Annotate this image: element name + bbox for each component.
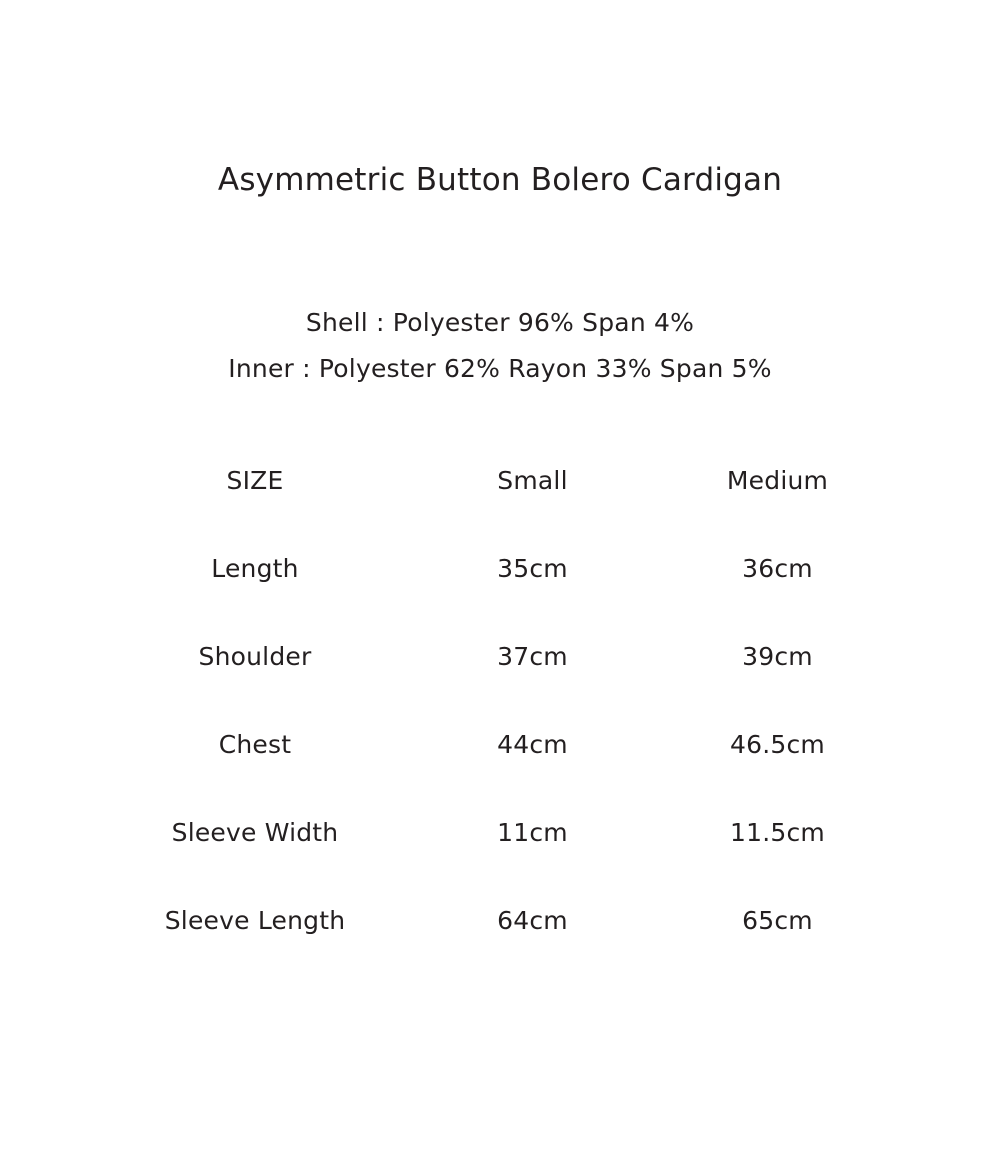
row-label-sleeve-width: Sleeve Width (171, 817, 339, 847)
column-header-small: Small (497, 465, 568, 495)
row-label-shoulder: Shoulder (198, 641, 312, 671)
material-composition (0, 300, 1000, 392)
cell-shoulder-medium: 39cm (742, 641, 813, 671)
cell-chest-small: 44cm (497, 729, 568, 759)
size-table (100, 436, 900, 964)
cell-sleeve-width-medium: 11.5cm (730, 817, 825, 847)
cell-length-small: 35cm (497, 553, 568, 583)
cell-sleeve-length-medium: 65cm (742, 905, 813, 935)
table-header-row (100, 436, 900, 524)
row-label-chest: Chest (218, 729, 292, 759)
table-row (100, 876, 900, 964)
composition-line-shell: Shell : Polyester 96% Span 4% (305, 308, 695, 337)
cell-sleeve-length-small: 64cm (497, 905, 568, 935)
cell-chest-medium: 46.5cm (730, 729, 825, 759)
page-title: Asymmetric Button Bolero Cardigan (217, 162, 783, 198)
row-label-length: Length (211, 553, 299, 583)
cell-length-medium: 36cm (742, 553, 813, 583)
table-row (100, 700, 900, 788)
composition-line-inner: Inner : Polyester 62% Rayon 33% Span 5% (228, 354, 772, 383)
cell-sleeve-width-small: 11cm (497, 817, 568, 847)
cell-shoulder-small: 37cm (497, 641, 568, 671)
column-header-medium: Medium (726, 465, 829, 495)
table-row (100, 612, 900, 700)
row-label-sleeve-length: Sleeve Length (164, 905, 346, 935)
table-row (100, 524, 900, 612)
column-header-size: SIZE (226, 465, 284, 495)
table-row (100, 788, 900, 876)
